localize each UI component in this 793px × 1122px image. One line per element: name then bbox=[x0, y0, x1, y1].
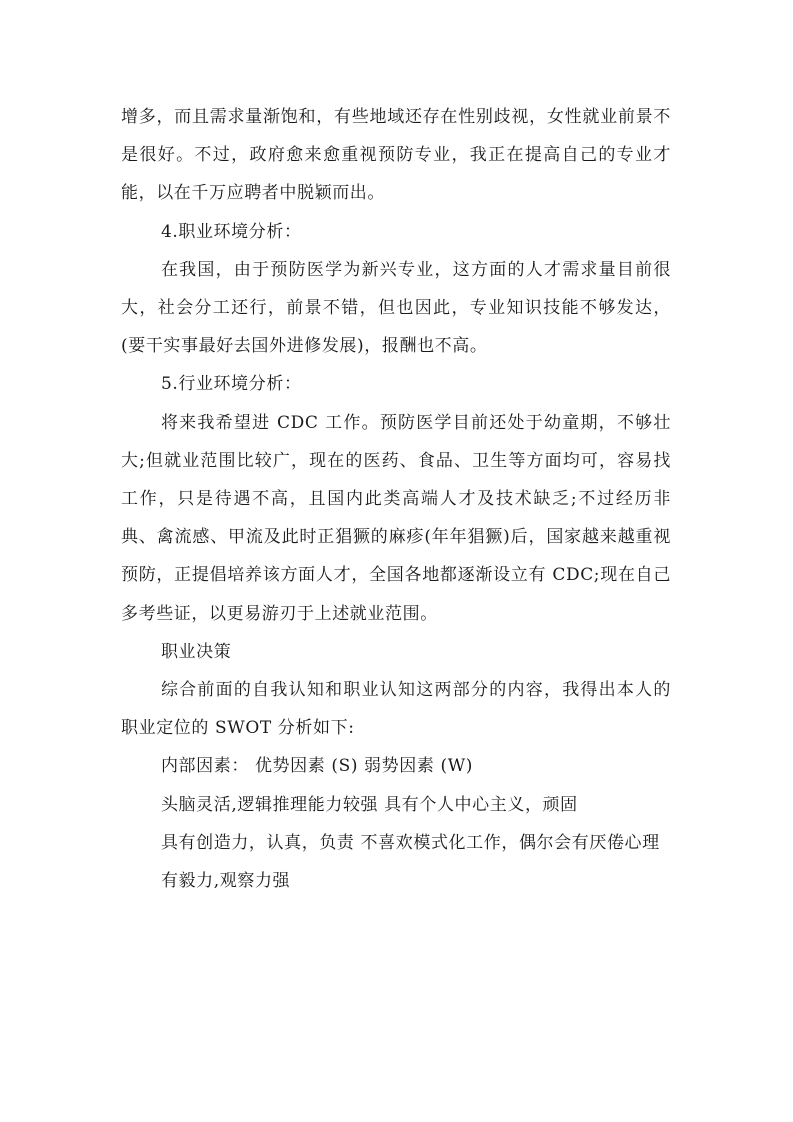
swot-row: 头脑灵活,逻辑推理能力较强 具有个人中心主义，顽固 bbox=[160, 794, 578, 815]
swot-row: 有毅力,观察力强 bbox=[160, 871, 291, 892]
body-paragraph: 增多，而且需求量渐饱和，有些地域还存在性别歧视，女性就业前景不是很好。不过，政府愈来愈重视预防专业，我正在提高自己的专业才能，以在千万应聘者中脱颖而出。 bbox=[121, 107, 671, 204]
section-heading: 5.行业环境分析： bbox=[160, 374, 302, 395]
body-paragraph: 综合前面的自我认知和职业认知这两部分的内容，我得出本人的职业定位的 SWOT 分析如下: bbox=[121, 680, 671, 739]
body-paragraph: 在我国，由于预防医学为新兴专业，这方面的人才需求量目前很大，社会分工还行，前景不错，但也因此，专业知识技能不够发达，(要干实事最好去国外进修发展)，报酬也不高。 bbox=[121, 259, 671, 357]
swot-header-line: 内部因素： 优势因素 (S) 弱势因素 (W) bbox=[160, 756, 474, 777]
body-paragraph: 将来我希望进 CDC 工作。预防医学目前还处于幼童期，不够壮大;但就业范围比较广，现在的医药、食品、卫生等方面均可，容易找工作，只是待遇不高，且国内此类高端人才及技术缺乏;不过经历非典、禽流感、甲流及此时正猖獗的麻疹(年年猖獗)后，国家越来越重视预防，正提倡培养该方面人才，全国各地都逐渐设立有 CDC;现在自己多考些证，以更易游刃于上述就业范围。 bbox=[121, 412, 671, 624]
section-heading: 4.职业环境分析： bbox=[160, 221, 302, 242]
swot-row: 具有创造力，认真，负责 不喜欢模式化工作，偶尔会有厌倦心理 bbox=[160, 832, 660, 853]
section-heading: 职业决策 bbox=[160, 641, 232, 662]
document-body bbox=[121, 98, 671, 900]
